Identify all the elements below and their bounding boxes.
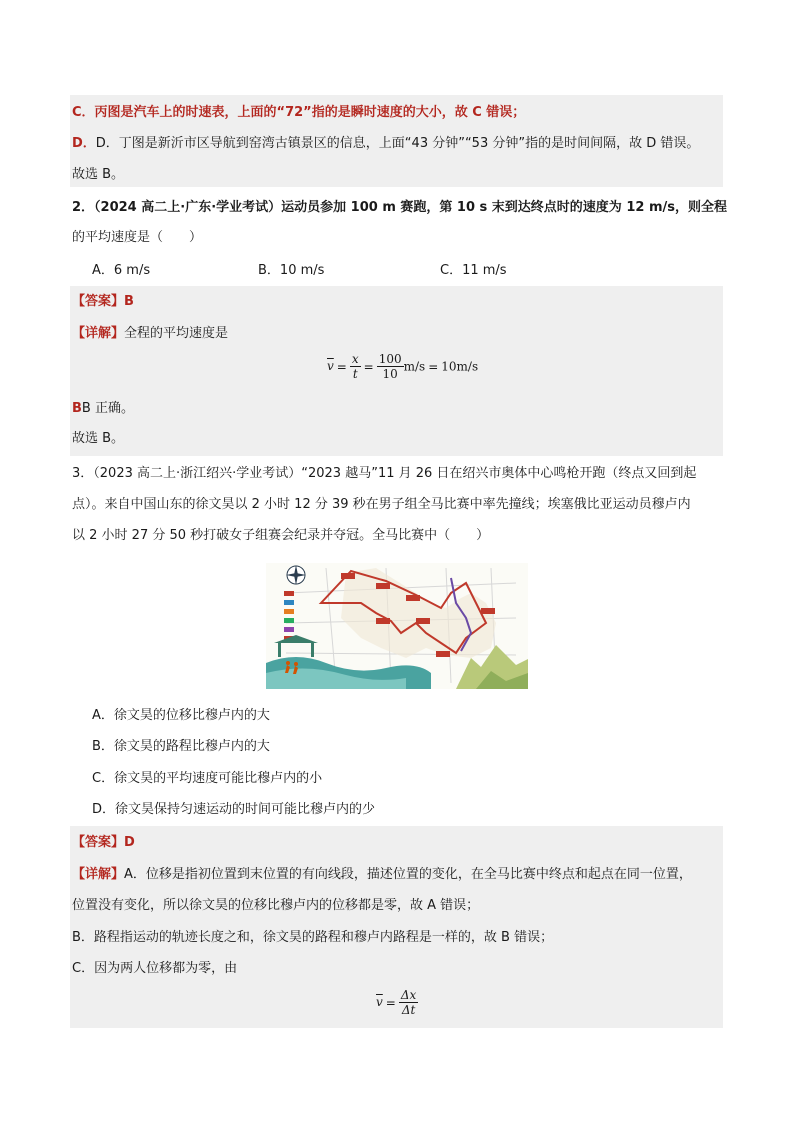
q3-detail-b: B．路程指运动的轨迹长度之和，徐文昊的路程和穆卢内路程是一样的，故 B 错误； [72,930,554,945]
q3-detail-a-line2: 位置没有变化，所以徐文昊的位移比穆卢内的位移都是零，故 A 错误； [72,898,480,913]
q3-formula-dt: Δt [401,1003,416,1017]
q2-detail-tag: 【详解】 [72,326,125,341]
q3-option-c: C．徐文昊的平均速度可能比穆卢内的小 [92,771,323,786]
q2-answer-value: B [124,294,134,309]
q3-stem-line3: 以 2 小时 27 分 50 秒打破女子组赛会纪录并夺冠。全马比赛中（ ） [72,528,490,543]
q3-formula: $\overline{v}$ = $\frac{\Delta x}{\Delta t}$ [376,988,417,1017]
q2-formula-num: 100 [378,352,402,366]
q2-answer-tag: 【答案】 [72,294,125,309]
q3-detail-a-line1 [72,866,692,884]
q2-conclusion-text: B 正确。 [81,401,134,416]
prev-option-d-explanation: D．D．丁图是新沂市区导航到窑湾古镇景区的信息，上面“43 分钟”“53 分钟”指的是时间间隔，故 D 错误。 [72,136,700,151]
prev-option-c-explanation: C．丙图是汽车上的时速表，上面的“72”指的是瞬时速度的大小，故 C 错误； [72,105,526,120]
q2-option-a: A．6 m/s [92,263,151,278]
q2-stem-line1: 2．（2024 高二上·广东·学业考试）运动员参加 100 m 赛跑，第 10 s 末到达终点时的速度为 12 m/s，则全程 [72,200,727,215]
q3-detail-tag: 【详解】 [72,867,125,882]
q3-answer-tag: 【答案】 [72,835,125,850]
q3-detail-c: C．因为两人位移都为零，由 [72,961,238,976]
q2-formula-x: x [351,352,359,366]
marathon-route-map [266,563,528,689]
prev-option-d-text: D．丁图是新沂市区导航到窑湾古镇景区的信息，上面“43 分钟”“53 分钟”指的是时间间隔，故 D 错误。 [95,136,700,151]
q3-answer-value: D [124,835,135,850]
q2-option-c: C．11 m/s [440,263,507,278]
q3-option-b: B．徐文昊的路程比穆卢内的大 [92,739,270,754]
q2-detail-line [72,325,228,343]
q3-formula-dx: Δx [400,988,417,1002]
q2-choice: 故选 B。 [72,431,125,446]
prev-choice: 故选 B。 [72,167,125,182]
q2-stem-line2: 的平均速度是（ ） [72,230,203,245]
q2-formula-v: $\overline{v}$ [327,359,334,373]
q3-formula-v: $\overline{v}$ [376,995,383,1009]
q2-answer-line [72,293,134,311]
q3-answer-line [72,834,135,852]
q2-formula-t: t [352,367,358,381]
q2-formula-unit: m/s [403,359,426,374]
q3-detail-a1-text: A．位移是指初位置到末位置的有向线段，描述位置的变化，在全马比赛中终点和起点在同一位置， [124,867,692,882]
q2-detail-text: 全程的平均速度是 [124,326,229,341]
q2-conclusion: BB 正确。 [72,401,134,416]
q3-option-a: A．徐文昊的位移比穆卢内的大 [92,708,270,723]
q2-formula-result: 10m/s [441,359,479,374]
q3-stem-line1: 3．（2023 高二上·浙江绍兴·学业考试）“2023 越马”11 月 26 日在绍兴市奥体中心鸣枪开跑（终点又回到起 [72,466,697,481]
q2-formula: $\overline{v}$ = $\frac{x}{t}$ = $\frac{100}{10}$ m/s = 10m/s [327,352,479,381]
q2-option-b: B．10 m/s [258,263,325,278]
q3-stem-line2: 点）。来自中国山东的徐文昊以 2 小时 12 分 39 秒在男子组全马比赛中率先撞线；埃塞俄比亚运动员穆卢内 [72,497,691,512]
q3-option-d: D．徐文昊保持匀速运动的时间可能比穆卢内的少 [92,802,376,817]
q2-formula-den: 10 [382,367,398,381]
